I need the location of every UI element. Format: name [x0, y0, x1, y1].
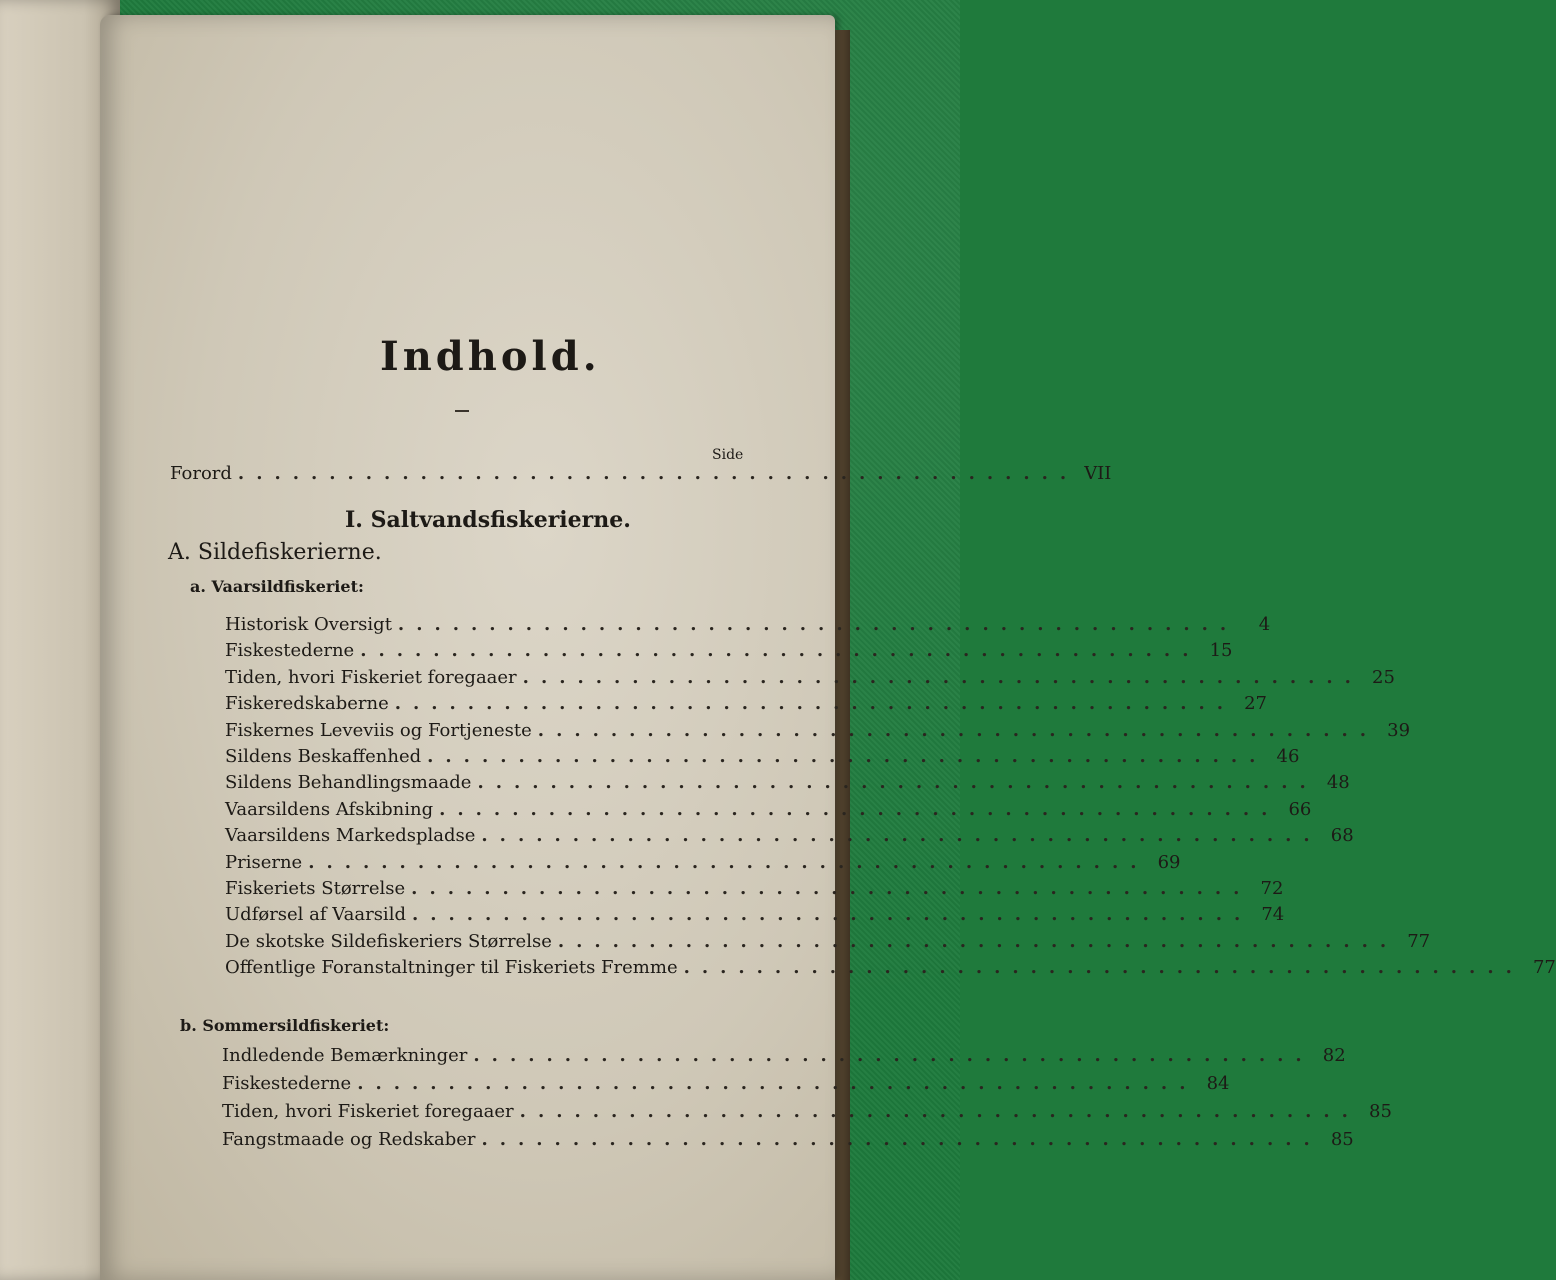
- toc-entry-label: Vaarsildens Markedspladse: [225, 825, 476, 847]
- title-dash: [455, 410, 469, 412]
- subsection-heading-a: a. Vaarsildfiskeriet:: [190, 577, 364, 596]
- leader-dots: ..............................................: [397, 614, 1239, 635]
- toc-entry-foreword[interactable]: [170, 463, 1112, 484]
- toc-entry[interactable]: [225, 693, 1267, 715]
- side-column-label: Side: [712, 447, 744, 463]
- toc-entry[interactable]: [225, 666, 1395, 688]
- toc-entry-page: 15: [1209, 640, 1233, 662]
- toc-entry[interactable]: [225, 851, 1181, 873]
- toc-entry[interactable]: [225, 798, 1312, 820]
- leader-dots: ..............................................: [394, 693, 1235, 715]
- toc-entry-label: Fiskeriets Størrelse: [225, 878, 406, 899]
- toc-entry[interactable]: [222, 1129, 1354, 1150]
- toc-entry-page: 27: [1244, 693, 1267, 715]
- toc-entry[interactable]: [225, 825, 1354, 847]
- leader-dots: ..............................................: [439, 798, 1280, 820]
- toc-entry-page: 46: [1276, 746, 1300, 767]
- toc-entry-page: 48: [1326, 772, 1350, 794]
- leader-dots: ..............................................: [481, 1129, 1322, 1150]
- leader-dots: ..............................................: [308, 851, 1149, 873]
- toc-entry[interactable]: [225, 772, 1350, 794]
- leader-dots: ..............................................: [537, 719, 1379, 741]
- toc-entry-label: Vaarsildens Afskibning: [225, 798, 434, 820]
- toc-entry[interactable]: [225, 957, 1556, 979]
- toc-entry-label: Fiskeredskaberne: [225, 693, 389, 715]
- leader-dots: ..............................................: [237, 463, 1079, 484]
- leader-dots: ..............................................: [357, 1073, 1198, 1094]
- toc-entry[interactable]: [222, 1073, 1230, 1094]
- toc-entry-page: 66: [1288, 798, 1312, 820]
- toc-entry-label: Tiden, hvori Fiskeriet foregaaer: [222, 1101, 514, 1122]
- page-title: Indhold.: [380, 333, 601, 380]
- toc-entry[interactable]: [222, 1101, 1392, 1122]
- toc-entry[interactable]: [225, 614, 1271, 635]
- toc-entry[interactable]: [225, 640, 1233, 662]
- toc-entry-page: 72: [1260, 878, 1284, 899]
- toc-entry[interactable]: [225, 878, 1284, 899]
- leader-dots: ..............................................: [557, 930, 1399, 952]
- toc-entry-label: Indledende Bemærkninger: [222, 1045, 468, 1066]
- toc-entry-page: 85: [1330, 1129, 1354, 1150]
- toc-entry-page: 84: [1206, 1073, 1230, 1094]
- toc-entry-label: Offentlige Foranstaltninger til Fiskeriets Fremme: [225, 957, 678, 979]
- toc-entry-page: 77: [1407, 930, 1431, 952]
- leader-dots: ..............................................: [481, 825, 1322, 847]
- toc-entry[interactable]: [225, 930, 1431, 952]
- toc-entry[interactable]: [222, 1045, 1346, 1066]
- toc-entry-label: Tiden, hvori Fiskeriet foregaaer: [225, 666, 517, 688]
- toc-entry[interactable]: [225, 719, 1411, 741]
- leader-dots: ..............................................: [477, 772, 1318, 794]
- toc-entry-page: 85: [1369, 1101, 1392, 1122]
- leader-dots: ..............................................: [360, 640, 1201, 662]
- toc-entry-page: 69: [1157, 851, 1181, 873]
- toc-entry-label: Fiskernes Leveviis og Fortjeneste: [225, 719, 532, 741]
- leader-dots: ..............................................: [411, 878, 1252, 899]
- toc-entry-page: 39: [1387, 719, 1411, 741]
- toc-entry-page: VII: [1084, 463, 1112, 484]
- toc-entry-label: De skotske Sildefiskeriers Størrelse: [225, 930, 552, 952]
- toc-entry-label: Fangstmaade og Redskaber: [222, 1129, 476, 1150]
- toc-entry[interactable]: [225, 746, 1300, 767]
- toc-entry-page: 74: [1261, 904, 1285, 926]
- toc-entry-label: Historisk Oversigt: [225, 614, 392, 635]
- toc-entry-page: 25: [1372, 666, 1395, 688]
- leader-dots: ..............................................: [473, 1045, 1314, 1066]
- toc-entry-label: Udførsel af Vaarsild: [225, 904, 406, 926]
- toc-entry-label: Sildens Behandlingsmaade: [225, 772, 472, 794]
- leader-dots: ..............................................: [519, 1101, 1360, 1122]
- subsection-heading-b: b. Sommersildfiskeriet:: [180, 1016, 390, 1035]
- leader-dots: ..............................................: [522, 666, 1363, 688]
- toc-entry-page: 68: [1330, 825, 1354, 847]
- toc-entry-label: Forord: [170, 463, 232, 484]
- toc-entry-label: Fiskestederne: [222, 1073, 352, 1094]
- section-heading: A. Sildefiskerierne.: [168, 540, 382, 565]
- leader-dots: ..............................................: [411, 904, 1253, 926]
- toc-entry-page: 4: [1258, 614, 1271, 635]
- toc-entry-page: 77: [1532, 957, 1556, 979]
- toc-entry[interactable]: [225, 904, 1285, 926]
- leader-dots: ..............................................: [427, 746, 1268, 767]
- toc-entry-page: 82: [1322, 1045, 1346, 1066]
- toc-entry-label: Fiskestederne: [225, 640, 355, 662]
- leader-dots: ..............................................: [683, 957, 1524, 979]
- toc-entry-label: Sildens Beskaffenhed: [225, 746, 422, 767]
- toc-entry-label: Priserne: [225, 851, 303, 873]
- part-heading: I. Saltvandsfiskerierne.: [345, 507, 631, 533]
